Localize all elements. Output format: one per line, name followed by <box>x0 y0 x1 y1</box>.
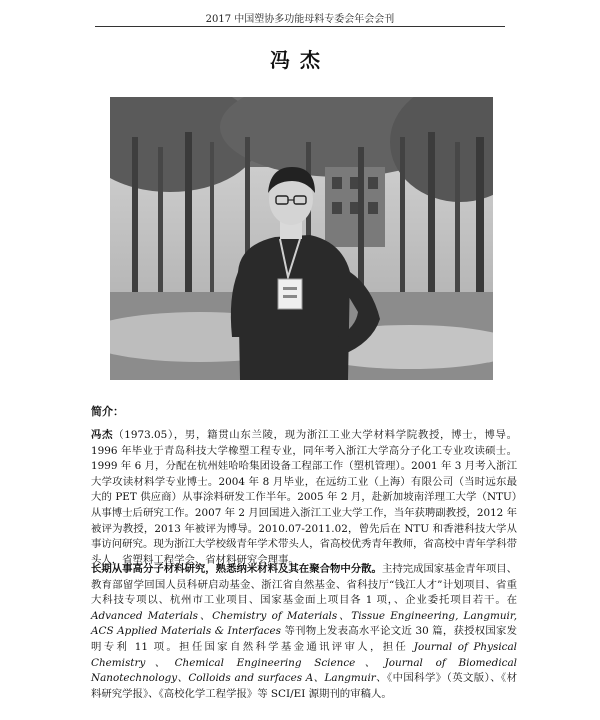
page-title: 冯杰 <box>270 48 330 72</box>
person-name: 冯杰 <box>91 429 114 441</box>
bio-paragraph-2-text-a: 主持完成国家基金青年项目、教育部留学回国人员科研启动基金、浙江省自然基金、省科技厅“钱江人才”计划项目、省重大科技专项以、杭州市工业项目、国家基金面上项目各 1 项，、企业委托项目若干。在 <box>91 563 518 607</box>
section-heading-intro: 简介： <box>91 405 124 418</box>
bio-paragraph-2-text-b: 等刊物上发表高水平论文近 30 篇，获授权国家发明专利 11 项。担任国家自然科学基金通讯评审人，担任 <box>91 625 517 653</box>
journal-list-b: Journal of Physical Chemistry、Chemical Engineering Science、Journal of Biomedical Nanotechnology、Colloids and surfaces A、Langmuir <box>91 640 517 685</box>
research-summary-lead: 长期从事高分子材料研究，熟悉纳米材料及其在聚合物中分散。 <box>91 563 382 575</box>
header-rule <box>95 26 505 27</box>
bio-paragraph-1-text: （1973.05），男，籍贯山东兰陵，现为浙江工业大学材料学院教授，博士，博导。1996 年毕业于青岛科技大学橡塑工程专业，同年考入浙江大学高分子化工专业攻读硕士。1999 年 6 月，分配在杭州娃哈哈集团设备工程部工作（塑机管理）。2001 年 3 月考入浙江大学攻读材料学专业博士。2004 年 8 月毕业，在远纺工业（上海）有限公司（当时远东最大的 PET 供应商）从事涂料研发工作半年。2005 年 2 月，赴新加坡南洋理工大学（NTU）从事博士后研究工作。2007 年 2 月回国进入浙江工业大学工作，当年获聘副教授，2012 年被评为教授，2013 年被评为博导。2010.07-2011.02，曾先后在 NTU 和香港科技大学从事访问研究。现为浙江大学校级青年学术带头人，省高校优秀青年教师，省高校中青年学科带头人，省塑料工程学会、省材料研究会理事。 <box>91 429 518 566</box>
portrait-photo <box>110 97 493 380</box>
bio-paragraph-2-text-c: 、《中国科学》（英文版）、《材料研究学报》、《高校化学工程学报》等 SCI/EI 源期刊的审稿人。 <box>91 672 518 700</box>
bio-paragraph-2 <box>91 562 517 702</box>
portrait-photo-graphic <box>110 97 493 380</box>
running-header: 2017 中国塑协多功能母料专委会年会会刊 <box>205 14 395 25</box>
bio-paragraph-1 <box>91 428 517 568</box>
journal-list-a: Advanced Materials、Chemistry of Materials、Tissue Engineering, Langmuir, ACS Applied Materials & Interfaces <box>91 609 517 638</box>
